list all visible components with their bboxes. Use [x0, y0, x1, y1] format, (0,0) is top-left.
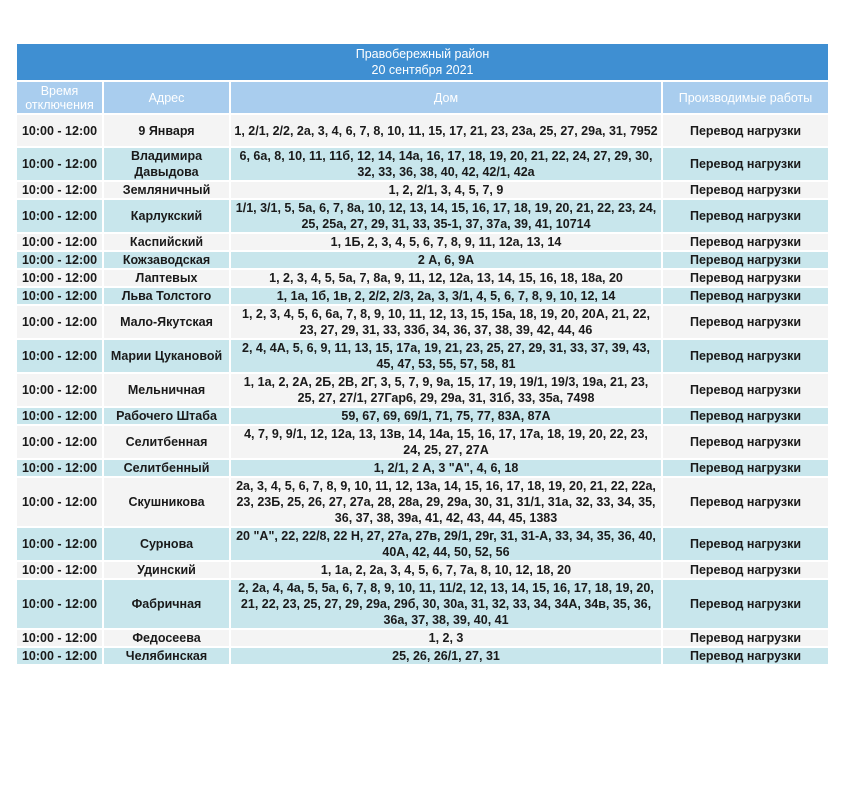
header-time-line2: отключения — [25, 97, 94, 112]
header-works: Производимые работы — [663, 82, 828, 115]
cell-time: 10:00 - 12:00 — [17, 460, 104, 478]
table-row — [17, 115, 828, 148]
cell-work: Перевод нагрузки — [663, 460, 828, 478]
table-row — [17, 288, 828, 306]
cell-time: 10:00 - 12:00 — [17, 115, 104, 148]
table-row — [17, 426, 828, 460]
cell-work: Перевод нагрузки — [663, 234, 828, 252]
cell-work: Перевод нагрузки — [663, 148, 828, 182]
cell-time: 10:00 - 12:00 — [17, 426, 104, 460]
cell-time: 10:00 - 12:00 — [17, 408, 104, 426]
cell-houses: 1, 1Б, 2, 3, 4, 5, 6, 7, 8, 9, 11, 12а, 13, 14 — [231, 234, 663, 252]
cell-work: Перевод нагрузки — [663, 270, 828, 288]
table-row — [17, 234, 828, 252]
cell-houses: 2, 4, 4А, 5, 6, 9, 11, 13, 15, 17а, 19, 21, 23, 25, 27, 29, 31, 33, 37, 39, 43, 45, 47, 53, 55, 57, 58, 81 — [231, 340, 663, 374]
table-title — [17, 44, 828, 82]
cell-work: Перевод нагрузки — [663, 200, 828, 234]
header-address: Адрес — [104, 82, 231, 115]
date-title: 20 сентября 2021 — [371, 63, 474, 77]
cell-address: Удинский — [104, 562, 231, 580]
table-row — [17, 252, 828, 270]
cell-address: Федосеева — [104, 630, 231, 648]
table-row — [17, 408, 828, 426]
cell-time: 10:00 - 12:00 — [17, 182, 104, 200]
table-row — [17, 562, 828, 580]
outage-table — [17, 44, 828, 666]
cell-time: 10:00 - 12:00 — [17, 252, 104, 270]
cell-houses: 1/1, 3/1, 5, 5а, 6, 7, 8а, 10, 12, 13, 14, 15, 16, 17, 18, 19, 20, 21, 22, 23, 24, 25, 25а, 27, 29, 31, 33, 35-1, 37, 37а, 39, 41, 10714 — [231, 200, 663, 234]
cell-time: 10:00 - 12:00 — [17, 200, 104, 234]
cell-work: Перевод нагрузки — [663, 115, 828, 148]
cell-time: 10:00 - 12:00 — [17, 288, 104, 306]
cell-houses: 1, 1а, 1б, 1в, 2, 2/2, 2/3, 2а, 3, 3/1, 4, 5, 6, 7, 8, 9, 10, 12, 14 — [231, 288, 663, 306]
cell-address: 9 Января — [104, 115, 231, 148]
table-row — [17, 374, 828, 408]
cell-houses: 1, 2, 3, 4, 5, 5а, 7, 8а, 9, 11, 12, 12а, 13, 14, 15, 16, 18, 18а, 20 — [231, 270, 663, 288]
cell-work: Перевод нагрузки — [663, 580, 828, 630]
header-row — [17, 82, 828, 115]
cell-houses: 1, 1а, 2, 2а, 3, 4, 5, 6, 7, 7а, 8, 10, 12, 18, 20 — [231, 562, 663, 580]
cell-address: Владимира Давыдова — [104, 148, 231, 182]
cell-address: Льва Толстого — [104, 288, 231, 306]
cell-time: 10:00 - 12:00 — [17, 374, 104, 408]
cell-address: Селитбенный — [104, 460, 231, 478]
table-row — [17, 148, 828, 182]
cell-address: Селитбенная — [104, 426, 231, 460]
cell-address: Каспийский — [104, 234, 231, 252]
cell-time: 10:00 - 12:00 — [17, 306, 104, 340]
cell-address: Мельничная — [104, 374, 231, 408]
cell-address: Земляничный — [104, 182, 231, 200]
cell-work: Перевод нагрузки — [663, 562, 828, 580]
header-house: Дом — [231, 82, 663, 115]
cell-address: Сурнова — [104, 528, 231, 562]
table-row — [17, 630, 828, 648]
cell-work: Перевод нагрузки — [663, 528, 828, 562]
cell-time: 10:00 - 12:00 — [17, 580, 104, 630]
cell-work: Перевод нагрузки — [663, 630, 828, 648]
table-row — [17, 270, 828, 288]
cell-address: Фабричная — [104, 580, 231, 630]
table-row — [17, 580, 828, 630]
cell-time: 10:00 - 12:00 — [17, 340, 104, 374]
cell-houses: 4, 7, 9, 9/1, 12, 12а, 13, 13в, 14, 14а, 15, 16, 17, 17а, 18, 19, 20, 22, 23, 24, 25, 27, 27А — [231, 426, 663, 460]
cell-time: 10:00 - 12:00 — [17, 234, 104, 252]
table-row — [17, 460, 828, 478]
cell-work: Перевод нагрузки — [663, 252, 828, 270]
cell-work: Перевод нагрузки — [663, 408, 828, 426]
cell-houses: 1, 2, 3 — [231, 630, 663, 648]
cell-houses: 1, 2/1, 2 А, 3 "А", 4, 6, 18 — [231, 460, 663, 478]
table-row — [17, 648, 828, 666]
cell-work: Перевод нагрузки — [663, 374, 828, 408]
cell-work: Перевод нагрузки — [663, 288, 828, 306]
cell-houses: 6, 6а, 8, 10, 11, 11б, 12, 14, 14а, 16, 17, 18, 19, 20, 21, 22, 24, 27, 29, 30, 32, 33, 36, 38, 40, 42, 42/1, 42а — [231, 148, 663, 182]
cell-houses: 2, 2а, 4, 4а, 5, 5а, 6, 7, 8, 9, 10, 11, 11/2, 12, 13, 14, 15, 16, 17, 18, 19, 20, 21, 22, 23, 25, 27, 29, 29а, 29б, 30, 30а, 31, 32, 33, 34, 34А, 34в, 35, 36, 36а, 37, 38, 39, 40, 41 — [231, 580, 663, 630]
cell-time: 10:00 - 12:00 — [17, 630, 104, 648]
cell-time: 10:00 - 12:00 — [17, 148, 104, 182]
cell-work: Перевод нагрузки — [663, 648, 828, 666]
cell-houses: 2 А, 6, 9А — [231, 252, 663, 270]
cell-time: 10:00 - 12:00 — [17, 528, 104, 562]
cell-time: 10:00 - 12:00 — [17, 270, 104, 288]
cell-address: Марии Цукановой — [104, 340, 231, 374]
table-row — [17, 200, 828, 234]
cell-time: 10:00 - 12:00 — [17, 478, 104, 528]
cell-address: Лаптевых — [104, 270, 231, 288]
cell-time: 10:00 - 12:00 — [17, 648, 104, 666]
header-time — [17, 82, 104, 115]
cell-houses: 1, 2, 2/1, 3, 4, 5, 7, 9 — [231, 182, 663, 200]
cell-work: Перевод нагрузки — [663, 478, 828, 528]
cell-houses: 1, 2, 3, 4, 5, 6, 6а, 7, 8, 9, 10, 11, 12, 13, 15, 15а, 18, 19, 20, 20А, 21, 22, 23, 27, 29, 31, 33, 33б, 34, 36, 37, 38, 39, 42, 44, 46 — [231, 306, 663, 340]
cell-houses: 59, 67, 69, 69/1, 71, 75, 77, 83А, 87А — [231, 408, 663, 426]
cell-address: Кожзаводская — [104, 252, 231, 270]
cell-houses: 2а, 3, 4, 5, 6, 7, 8, 9, 10, 11, 12, 13а, 14, 15, 16, 17, 18, 19, 20, 21, 22, 22а, 23, 23Б, 25, 26, 27, 27а, 28, 28а, 29, 29а, 30, 31, 31/1, 31а, 32, 33, 34, 35, 36, 37, 38, 39а, 41, 42, 43, 44, 45, 1383 — [231, 478, 663, 528]
table-row — [17, 528, 828, 562]
cell-houses: 25, 26, 26/1, 27, 31 — [231, 648, 663, 666]
cell-work: Перевод нагрузки — [663, 426, 828, 460]
header-time-line1: Время — [40, 83, 79, 98]
cell-houses: 1, 1а, 2, 2А, 2Б, 2В, 2Г, 3, 5, 7, 9, 9а, 15, 17, 19, 19/1, 19/3, 19а, 21, 23, 25, 27, 27/1, 27Гар6, 29, 29а, 31, 31б, 33, 35а, 7498 — [231, 374, 663, 408]
cell-address: Карлукский — [104, 200, 231, 234]
cell-work: Перевод нагрузки — [663, 340, 828, 374]
cell-time: 10:00 - 12:00 — [17, 562, 104, 580]
table-row — [17, 340, 828, 374]
cell-address: Рабочего Штаба — [104, 408, 231, 426]
cell-houses: 20 "А", 22, 22/8, 22 Н, 27, 27а, 27в, 29/1, 29г, 31, 31-А, 33, 34, 35, 36, 40, 40А, 42, 44, 50, 52, 56 — [231, 528, 663, 562]
cell-address: Челябинская — [104, 648, 231, 666]
table-row — [17, 306, 828, 340]
cell-houses: 1, 2/1, 2/2, 2а, 3, 4, 6, 7, 8, 10, 11, 15, 17, 21, 23, 23а, 25, 27, 29а, 31, 7952 — [231, 115, 663, 148]
title-row — [17, 44, 828, 82]
table-row — [17, 478, 828, 528]
cell-address: Мало-Якутская — [104, 306, 231, 340]
cell-address: Скушникова — [104, 478, 231, 528]
table-row — [17, 182, 828, 200]
district-title: Правобережный район — [355, 47, 490, 61]
cell-work: Перевод нагрузки — [663, 182, 828, 200]
cell-work: Перевод нагрузки — [663, 306, 828, 340]
